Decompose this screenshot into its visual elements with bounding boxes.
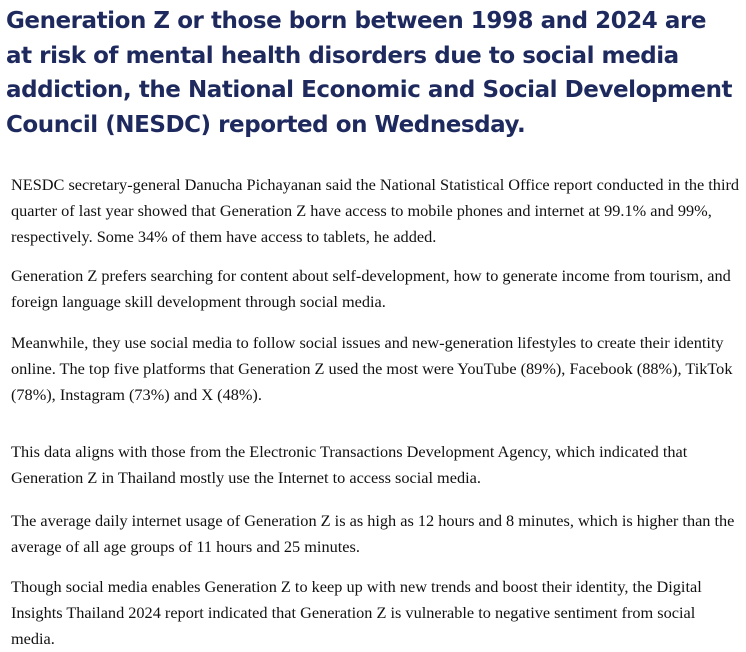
article-paragraph: Though social media enables Generation Z to keep up with new trends and boost their identity, the Digital Insights Thailand 2024 report indicated that Generation Z is vulnerable to negative sentiment from social media. — [11, 577, 702, 648]
article-headline: Generation Z or those born between 1998 and 2024 are at risk of mental health disorders due to social media addiction, the National Economic and Social Development Council (NESDC) reported on Wednesday. — [6, 8, 733, 138]
article-paragraph: NESDC secretary-general Danucha Pichayanan said the National Statistical Office report conducted in the third quarter of last year showed that Generation Z have access to mobile phones and internet at 99.1% and 99%, respectively. Some 34% of them have access to tablets, he added. — [11, 175, 740, 246]
article-paragraph: The average daily internet usage of Generation Z is as high as 12 hours and 8 minutes, which is higher than the average of all age groups of 11 hours and 25 minutes. — [11, 511, 735, 556]
article-paragraph: Generation Z prefers searching for content about self-development, how to generate income from tourism, and foreign language skill development through social media. — [11, 266, 731, 311]
article-paragraph: Meanwhile, they use social media to follow social issues and new-generation lifestyles to create their identity online. The top five platforms that Generation Z used the most were YouTube (89%), Facebook (88%), TikTok (78%), Instagram (73%) and X (48%). — [11, 333, 733, 404]
article-paragraph: This data aligns with those from the Electronic Transactions Development Agency, which indicated that Generation Z in Thailand mostly use the Internet to access social media. — [11, 442, 688, 487]
